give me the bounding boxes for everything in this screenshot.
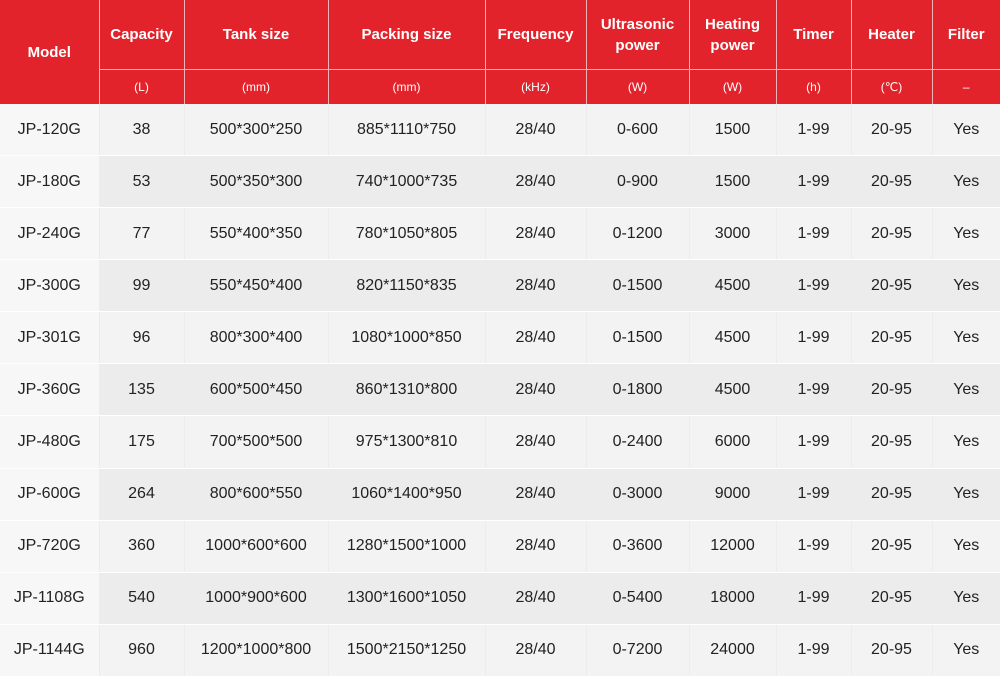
column-header-model: Model (0, 0, 99, 104)
cell-timer: 1-99 (776, 260, 851, 312)
cell-frequency: 28/40 (485, 364, 586, 416)
cell-timer: 1-99 (776, 468, 851, 520)
cell-timer: 1-99 (776, 520, 851, 572)
cell-tank-size: 550*400*350 (184, 208, 328, 260)
cell-capacity: 99 (99, 260, 184, 312)
cell-heating-power: 4500 (689, 260, 776, 312)
cell-timer: 1-99 (776, 416, 851, 468)
cell-ultrasonic-power: 0-1500 (586, 260, 689, 312)
cell-model: JP-360G (0, 364, 99, 416)
unit-timer: (h) (776, 70, 851, 105)
cell-packing-size: 1080*1000*850 (328, 312, 485, 364)
unit-heater: (℃) (851, 70, 932, 105)
cell-model: JP-600G (0, 468, 99, 520)
cell-model: JP-180G (0, 156, 99, 208)
cell-heater: 20-95 (851, 468, 932, 520)
table-row (0, 208, 1000, 260)
cell-ultrasonic-power: 0-3000 (586, 468, 689, 520)
table-row (0, 520, 1000, 572)
cell-tank-size: 500*350*300 (184, 156, 328, 208)
cell-heating-power: 12000 (689, 520, 776, 572)
cell-model: JP-1108G (0, 572, 99, 624)
cell-timer: 1-99 (776, 208, 851, 260)
cell-capacity: 360 (99, 520, 184, 572)
cell-timer: 1-99 (776, 156, 851, 208)
table-body (0, 104, 1000, 677)
table-row (0, 260, 1000, 312)
cell-heater: 20-95 (851, 520, 932, 572)
cell-capacity: 175 (99, 416, 184, 468)
unit-row (0, 70, 1000, 105)
column-header-filter: Filter (932, 0, 1000, 70)
cell-heater: 20-95 (851, 312, 932, 364)
cell-heater: 20-95 (851, 364, 932, 416)
table-row (0, 156, 1000, 208)
unit-ultrasonic-power: (W) (586, 70, 689, 105)
cell-ultrasonic-power: 0-3600 (586, 520, 689, 572)
cell-tank-size: 500*300*250 (184, 104, 328, 156)
cell-tank-size: 800*600*550 (184, 468, 328, 520)
cell-ultrasonic-power: 0-600 (586, 104, 689, 156)
cell-tank-size: 1000*900*600 (184, 572, 328, 624)
cell-capacity: 135 (99, 364, 184, 416)
cell-heater: 20-95 (851, 208, 932, 260)
cell-capacity: 96 (99, 312, 184, 364)
cell-packing-size: 780*1050*805 (328, 208, 485, 260)
cell-heating-power: 6000 (689, 416, 776, 468)
cell-packing-size: 1280*1500*1000 (328, 520, 485, 572)
cell-filter: Yes (932, 312, 1000, 364)
header-row (0, 0, 1000, 70)
unit-tank-size: (mm) (184, 70, 328, 105)
table-row (0, 312, 1000, 364)
cell-frequency: 28/40 (485, 312, 586, 364)
cell-model: JP-480G (0, 416, 99, 468)
cell-frequency: 28/40 (485, 208, 586, 260)
cell-timer: 1-99 (776, 312, 851, 364)
unit-heating-power: (W) (689, 70, 776, 105)
cell-tank-size: 550*450*400 (184, 260, 328, 312)
cell-heater: 20-95 (851, 416, 932, 468)
cell-capacity: 264 (99, 468, 184, 520)
cell-heating-power: 4500 (689, 312, 776, 364)
table-row (0, 104, 1000, 156)
unit-packing-size: (mm) (328, 70, 485, 105)
cell-packing-size: 1300*1600*1050 (328, 572, 485, 624)
cell-frequency: 28/40 (485, 520, 586, 572)
cell-filter: Yes (932, 260, 1000, 312)
cell-frequency: 28/40 (485, 416, 586, 468)
cell-packing-size: 885*1110*750 (328, 104, 485, 156)
cell-packing-size: 740*1000*735 (328, 156, 485, 208)
cell-frequency: 28/40 (485, 104, 586, 156)
cell-frequency: 28/40 (485, 260, 586, 312)
cell-ultrasonic-power: 0-1800 (586, 364, 689, 416)
cell-filter: Yes (932, 208, 1000, 260)
cell-timer: 1-99 (776, 624, 851, 676)
cell-filter: Yes (932, 416, 1000, 468)
cell-capacity: 960 (99, 624, 184, 676)
cell-packing-size: 860*1310*800 (328, 364, 485, 416)
cell-tank-size: 1000*600*600 (184, 520, 328, 572)
cell-packing-size: 1060*1400*950 (328, 468, 485, 520)
unit-filter: – (932, 70, 1000, 105)
column-header-packing-size: Packing size (328, 0, 485, 70)
cell-filter: Yes (932, 468, 1000, 520)
unit-frequency: (kHz) (485, 70, 586, 105)
table-row (0, 572, 1000, 624)
cell-ultrasonic-power: 0-900 (586, 156, 689, 208)
unit-capacity: (L) (99, 70, 184, 105)
cell-ultrasonic-power: 0-1500 (586, 312, 689, 364)
column-header-capacity: Capacity (99, 0, 184, 70)
cell-heater: 20-95 (851, 260, 932, 312)
table-row (0, 468, 1000, 520)
cell-tank-size: 800*300*400 (184, 312, 328, 364)
cell-heater: 20-95 (851, 104, 932, 156)
column-header-timer: Timer (776, 0, 851, 70)
cell-heating-power: 18000 (689, 572, 776, 624)
cell-filter: Yes (932, 364, 1000, 416)
cell-model: JP-300G (0, 260, 99, 312)
cell-ultrasonic-power: 0-2400 (586, 416, 689, 468)
cell-capacity: 38 (99, 104, 184, 156)
cell-capacity: 540 (99, 572, 184, 624)
cell-frequency: 28/40 (485, 572, 586, 624)
cell-ultrasonic-power: 0-1200 (586, 208, 689, 260)
column-header-frequency: Frequency (485, 0, 586, 70)
column-header-heater: Heater (851, 0, 932, 70)
column-header-ultrasonic-power: Ultrasonic power (586, 0, 689, 70)
cell-heating-power: 24000 (689, 624, 776, 676)
cell-ultrasonic-power: 0-5400 (586, 572, 689, 624)
table-row (0, 364, 1000, 416)
cell-model: JP-120G (0, 104, 99, 156)
cell-heater: 20-95 (851, 624, 932, 676)
table-row (0, 624, 1000, 676)
cell-tank-size: 1200*1000*800 (184, 624, 328, 676)
cell-model: JP-720G (0, 520, 99, 572)
cell-frequency: 28/40 (485, 156, 586, 208)
cell-filter: Yes (932, 156, 1000, 208)
cell-packing-size: 820*1150*835 (328, 260, 485, 312)
cell-filter: Yes (932, 104, 1000, 156)
cell-timer: 1-99 (776, 572, 851, 624)
cell-packing-size: 975*1300*810 (328, 416, 485, 468)
column-header-heating-power: Heating power (689, 0, 776, 70)
column-header-tank-size: Tank size (184, 0, 328, 70)
cell-filter: Yes (932, 624, 1000, 676)
cell-heating-power: 4500 (689, 364, 776, 416)
cell-frequency: 28/40 (485, 624, 586, 676)
cell-tank-size: 600*500*450 (184, 364, 328, 416)
cell-model: JP-1144G (0, 624, 99, 676)
table-row (0, 416, 1000, 468)
cell-capacity: 53 (99, 156, 184, 208)
cell-heating-power: 3000 (689, 208, 776, 260)
cell-capacity: 77 (99, 208, 184, 260)
cell-heating-power: 1500 (689, 156, 776, 208)
cell-packing-size: 1500*2150*1250 (328, 624, 485, 676)
cell-tank-size: 700*500*500 (184, 416, 328, 468)
cell-filter: Yes (932, 520, 1000, 572)
cell-heater: 20-95 (851, 572, 932, 624)
cell-heating-power: 9000 (689, 468, 776, 520)
cell-model: JP-301G (0, 312, 99, 364)
cell-timer: 1-99 (776, 364, 851, 416)
cell-model: JP-240G (0, 208, 99, 260)
cell-heater: 20-95 (851, 156, 932, 208)
cell-filter: Yes (932, 572, 1000, 624)
cell-ultrasonic-power: 0-7200 (586, 624, 689, 676)
cell-frequency: 28/40 (485, 468, 586, 520)
cell-heating-power: 1500 (689, 104, 776, 156)
cell-timer: 1-99 (776, 104, 851, 156)
